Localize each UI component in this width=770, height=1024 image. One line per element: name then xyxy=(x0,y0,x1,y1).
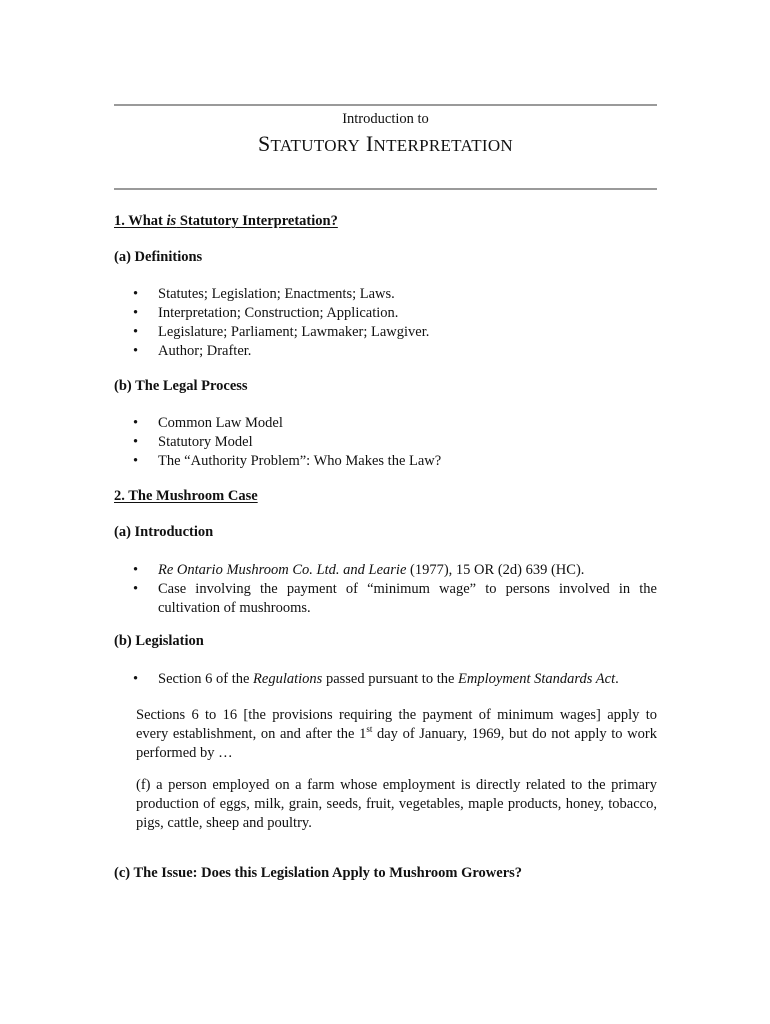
section-2b-heading: (b) Legislation xyxy=(114,633,204,649)
definitions-list xyxy=(114,285,657,361)
list-item: • Common Law Model xyxy=(114,414,657,433)
list-item: • The “Authority Problem”: Who Makes the Law? xyxy=(114,452,657,471)
list-item: • Statutory Model xyxy=(114,433,657,452)
introduction-list xyxy=(114,561,657,618)
section-1-heading: 1. What is Statutory Interpretation? xyxy=(114,213,338,229)
statute-exception-paragraph: (f) a person employed on a farm whose employment is directly related to the primary production of eggs, milk, grain, seeds, fruit, vegetables, maple products, honey, tobacco, pigs, cattle, sheep and poultry. xyxy=(136,777,657,831)
list-item: • Statutes; Legislation; Enactments; Laws. xyxy=(114,285,657,304)
document-title: STATUTORY INTERPRETATION xyxy=(258,131,513,156)
list-item: • Interpretation; Construction; Application. xyxy=(114,304,657,323)
legislation-list xyxy=(114,670,657,689)
section-1a-heading: (a) Definitions xyxy=(114,249,203,265)
top-rule xyxy=(114,104,657,106)
list-item: • Author; Drafter. xyxy=(114,342,657,361)
intro-line: Introduction to xyxy=(342,111,429,127)
section-2-heading: 2. The Mushroom Case xyxy=(114,488,258,504)
section-2c-heading: (c) The Issue: Does this Legislation Apply to Mushroom Growers? xyxy=(114,865,523,881)
list-item: • Case involving the payment of “minimum wage” to persons involved in the cultivation of mushrooms. xyxy=(114,580,657,618)
list-item: • Re Ontario Mushroom Co. Ltd. and Learie (1977), 15 OR (2d) 639 (HC). xyxy=(114,561,657,580)
legal-process-list xyxy=(114,414,657,471)
list-item: • Legislature; Parliament; Lawmaker; Lawgiver. xyxy=(114,323,657,342)
section-1b-heading: (b) The Legal Process xyxy=(114,378,248,394)
statute-quote-paragraph: Sections 6 to 16 [the provisions requiring the payment of minimum wages] apply to every establishment, on and after the 1st day of January, 1969, but do not apply to work performed by … xyxy=(136,707,657,761)
bottom-rule xyxy=(114,188,657,190)
section-2a-heading: (a) Introduction xyxy=(114,524,214,540)
list-item: • Section 6 of the Regulations passed pursuant to the Employment Standards Act. xyxy=(114,670,657,689)
